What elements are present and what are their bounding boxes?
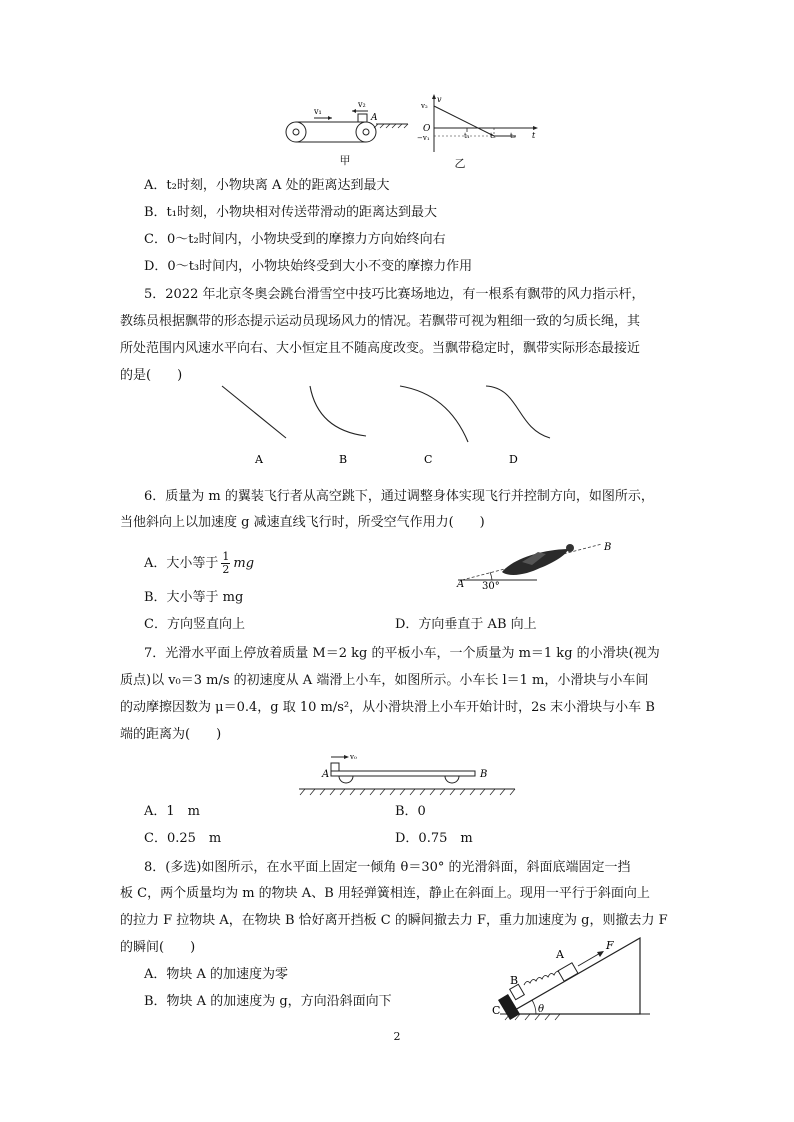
- spring: [524, 971, 560, 985]
- q5-line-1: 5．2022 年北京冬奥会跳台滑雪空中技巧比赛场地边，有一根系有飘带的风力指示杆，: [144, 287, 645, 302]
- q6-option-a-prefix: A．大小等于: [144, 556, 219, 571]
- ribbon-b: [310, 386, 366, 436]
- q4-option-d: D．0～t₃时间内，小物块始终受到大小不变的摩擦力作用: [144, 259, 473, 274]
- q6-option-a: [144, 551, 254, 576]
- origin-label: O: [423, 124, 431, 134]
- conveyor-belt-diagram: [286, 100, 408, 142]
- q8-line-4: 的瞬间( ): [120, 940, 196, 955]
- label-b: B: [510, 974, 519, 987]
- q7-option-c: C．0.25 m: [144, 831, 222, 846]
- wheel-right: [445, 776, 459, 783]
- label-a: A: [371, 113, 378, 123]
- label-theta: θ: [538, 1004, 545, 1015]
- label-v0: v₀: [350, 753, 357, 761]
- angle-label: 30°: [482, 581, 500, 592]
- q7-line-2: 质点)以 v₀＝3 m/s 的初速度从 A 端滑上小车，如图所示。小车长 l＝1 m，小滑块与小车间: [120, 673, 649, 688]
- choice-d: D: [509, 453, 518, 466]
- q8-incline-figure: [490, 930, 670, 1025]
- q8-line-2: 板 C，两个质量均为 m 的物块 A、B 用轻弹簧相连，静止在斜面上。现用一平行于斜面向上: [120, 886, 650, 901]
- q5-line-4: 的是( ): [120, 368, 183, 383]
- q8-option-a: A．物块 A 的加速度为零: [144, 967, 289, 982]
- q7-line-1: 7．光滑水平面上停放着质量 M＝2 kg 的平板小车，一个质量为 m＝1 kg 的小滑块(视为: [144, 646, 660, 661]
- ribbon-c: [400, 386, 468, 442]
- q4-option-a: A．t₂时刻，小物块离 A 处的距离达到最大: [144, 178, 390, 193]
- q7-line-3: 的动摩擦因数为 μ＝0.4，g 取 10 m/s²，从小滑块滑上小车开始计时，2s 末小滑块与小车 B: [120, 700, 655, 715]
- label-a: A: [322, 769, 330, 780]
- tick-t1: t₁: [464, 132, 470, 140]
- tick-t2: t₂: [490, 132, 496, 140]
- q7-option-b: B．0: [395, 804, 426, 819]
- label-v1: v₁: [314, 107, 322, 116]
- cart-board: [331, 771, 475, 776]
- q8-option-b: B．物块 A 的加速度为 g，方向沿斜面向下: [144, 994, 392, 1009]
- q6-line-1: 6．质量为 m 的翼装飞行者从高空跳下，通过调整身体实现飞行并控制方向，如图所示，: [144, 489, 654, 504]
- fraction-denominator: 2: [222, 563, 230, 576]
- q7-option-d: D．0.75 m: [395, 831, 473, 846]
- label-b: B: [604, 542, 612, 553]
- label-f: F: [606, 939, 614, 952]
- q7-line-4: 端的距离为( ): [120, 727, 222, 742]
- caption-yi: 乙: [454, 157, 466, 170]
- fraction-numerator: 1: [222, 550, 230, 563]
- q7-option-a: A．1 m: [144, 804, 200, 819]
- slider-block: [331, 763, 339, 771]
- q6-option-d: D．方向垂直于 AB 向上: [395, 617, 537, 632]
- wheel-left: [339, 776, 353, 783]
- q7-cart-figure: [295, 745, 525, 797]
- q6-option-a-suffix: mg: [233, 556, 255, 571]
- ribbon-a: [222, 386, 286, 438]
- wingsuit-flyer-icon: [502, 544, 574, 575]
- velocity-time-graph: [417, 94, 538, 152]
- block-a: [358, 114, 367, 122]
- q8-line-1: 8．(多选)如图所示，在水平面上固定一倾角 θ＝30° 的光滑斜面，斜面底端固定一挡: [144, 860, 631, 875]
- label-a: A: [556, 948, 564, 961]
- choice-c: C: [424, 453, 433, 466]
- q4-figures: [270, 92, 540, 172]
- label-c: C: [492, 1004, 501, 1017]
- caption-jia: 甲: [339, 154, 351, 167]
- label-b: B: [480, 769, 488, 780]
- label-a: A: [457, 579, 465, 590]
- tick-t3: t₃: [510, 132, 516, 140]
- q4-option-c: C．0～t₂时间内，小物块受到的摩擦力方向始终向右: [144, 232, 446, 247]
- page-number: 2: [393, 1030, 401, 1043]
- ribbon-d: [486, 386, 550, 438]
- q6-line-2: 当他斜向上以加速度 g 减速直线飞行时，所受空气作用力( ): [120, 515, 485, 530]
- choice-b: B: [339, 453, 348, 466]
- axis-t-label: t: [532, 131, 536, 140]
- q8-line-3: 的拉力 F 拉物块 A，在物块 B 恰好离开挡板 C 的瞬间撤去力 F，重力加速度为 g，则撤去力 F: [120, 913, 668, 928]
- choice-a: A: [255, 453, 263, 466]
- tick-neg-v1: −v₁: [417, 134, 430, 142]
- q5-line-2: 教练员根据飘带的形态提示运动员现场风力的情况。若飘带可视为粗细一致的匀质长绳，其: [120, 314, 641, 329]
- q4-option-b: B．t₁时刻，小物块相对传送带滑动的距离达到最大: [144, 205, 437, 220]
- label-v2: v₂: [358, 100, 366, 109]
- q5-line-3: 所处范围内风速水平向右、大小恒定且不随高度改变。当飘带稳定时，飘带实际形态最接近: [120, 341, 641, 356]
- q6-wingsuit-figure: [452, 532, 622, 592]
- axis-v-label: v: [437, 95, 442, 104]
- q6-option-c: C．方向竖直向上: [144, 617, 245, 632]
- q6-option-b: B．大小等于 mg: [144, 590, 244, 605]
- q5-ribbon-choices: [200, 380, 580, 470]
- tick-v2: v₂: [421, 102, 428, 110]
